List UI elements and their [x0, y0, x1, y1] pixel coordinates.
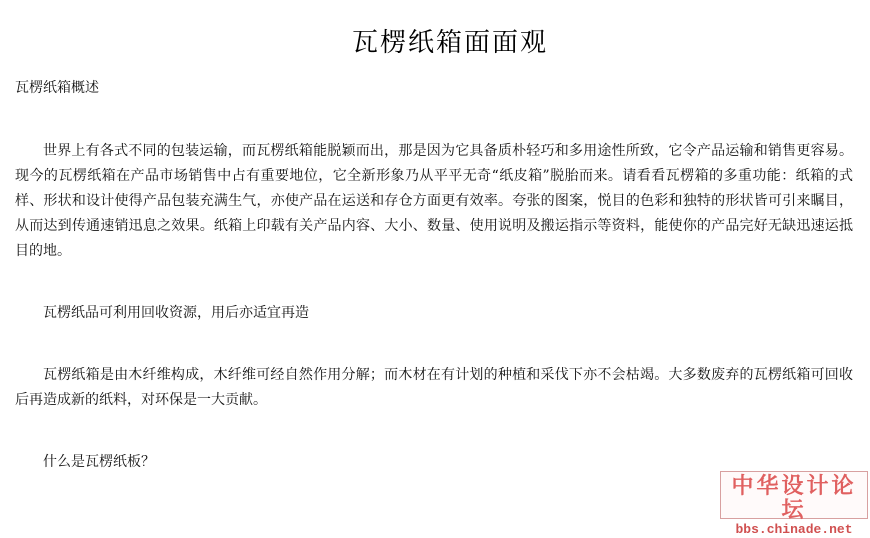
spacer	[15, 264, 853, 301]
spacer	[15, 101, 853, 139]
watermark-name: 中华设计论坛	[731, 473, 857, 523]
forum-watermark-logo	[720, 471, 868, 537]
document-body	[15, 76, 853, 475]
watermark-url: bbs.chinade.net	[735, 522, 853, 537]
spacer	[15, 413, 853, 450]
page-title: 瓦楞纸箱面面观	[351, 28, 548, 58]
paragraph-overview: 世界上有各式不同的包装运输，而瓦楞纸箱能脱颖而出，那是因为它具备质朴轻巧和多用途性所致，它令产品运输和销售更容易。现今的瓦楞纸箱在产品市场销售中占有重要地位，它全新形象乃从平平无奇“纸皮箱”脱胎而来。请看看瓦楞箱的多重功能：纸箱的式样、形状和设计使得产品包装充满生气，亦使产品在运送和存仓方面更有效率。夸张的图案，悦目的色彩和独特的形状皆可引来瞩目，从而达到传通速销迅息之效果。纸箱上印载有关产品内容、大小、数量、使用说明及搬运指示等资料，能使你的产品完好无缺迅速运抵目的地。	[15, 143, 853, 259]
paragraph-recycle-heading: 瓦楞纸品可利用回收资源，用后亦适宜再造	[43, 305, 309, 321]
section-heading: 瓦楞纸箱概述	[15, 80, 99, 96]
paragraph-wood-fiber: 瓦楞纸箱是由木纤维构成，木纤维可经自然作用分解；而木材在有计划的种植和采伐下亦不会枯竭。大多数废弃的瓦楞纸箱可回收后再造成新的纸料，对环保是一大贡献。	[15, 367, 853, 408]
paragraph-question: 什么是瓦楞纸板？	[43, 454, 155, 470]
spacer	[15, 326, 853, 363]
